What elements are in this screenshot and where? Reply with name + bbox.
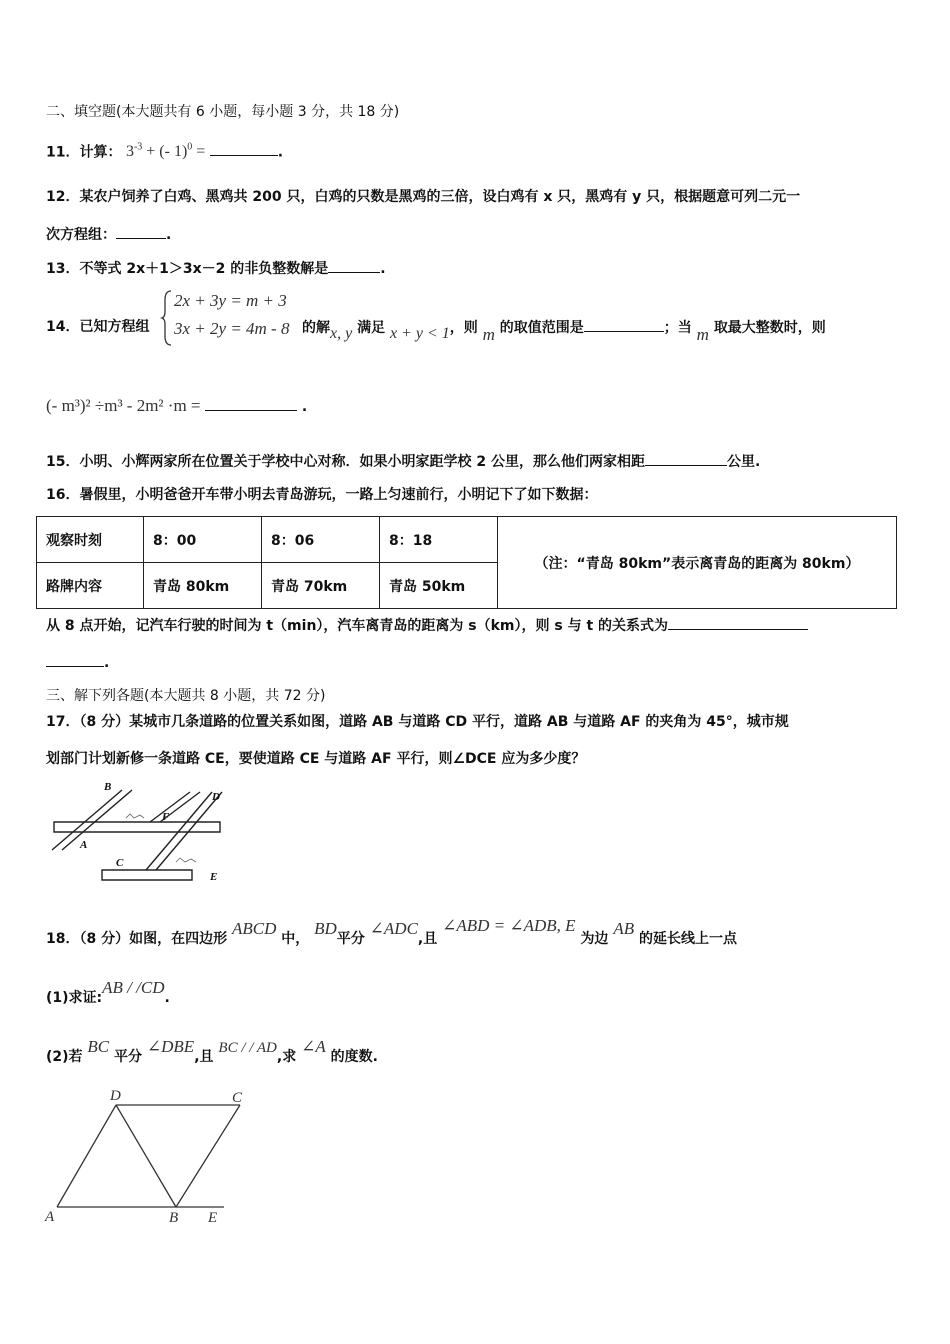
question-16-intro: 16．暑假里，小明爸爸开车带小明去青岛游玩，一路上匀速前行，小明记下了如下数据：	[46, 487, 598, 503]
q11-expression: $3^{-3}$ + (- 1)$^0$ =	[125, 142, 206, 161]
q17-label-B: B	[104, 781, 112, 793]
question-12-line2: 次方程组： .	[46, 224, 171, 245]
q16-answer-blank-1	[668, 615, 808, 630]
table-row	[37, 517, 897, 563]
q14-text-rest: 的解x, y 满足 x + y < 1，则 m 的取值范围是 ；当 m 取最大整数时，则	[302, 317, 826, 338]
q14-equation-2: 3x + 2y = 4m - 8	[174, 319, 290, 338]
q14-expression: (- m³)² ÷m³ - 2m² ·m =	[46, 396, 201, 415]
table-cell: 8：06	[262, 517, 380, 563]
table-cell: 8：00	[144, 517, 262, 563]
question-15: 15．小明、小辉两家所在位置关于学校中心对称．如果小明家距学校 2 公里，那么他们两家相距 公里.	[46, 451, 760, 472]
question-18: 18．（8 分）如图，在四边形 ABCD 中， BD平分 ∠ADC,且 ∠ABD = ∠ADB, E 为边 AB 的延长线上一点	[46, 916, 737, 947]
q11-answer-blank	[210, 141, 278, 156]
q17-label-D: D	[212, 791, 220, 803]
q18-label-A: A	[45, 1209, 55, 1225]
q14-expression-blank	[205, 396, 297, 411]
q17-road-figure	[40, 778, 230, 888]
q13-answer-blank	[328, 258, 380, 273]
q11-number: 11．计算：	[46, 144, 122, 161]
q18-label-D: D	[110, 1088, 121, 1104]
question-16-after-line2: .	[46, 652, 109, 673]
table-cell: 观察时刻	[37, 517, 144, 563]
question-16-after: 从 8 点开始，记汽车行驶的时间为 t（min），汽车离青岛的距离为 s（km），则 s 与 t 的关系式为	[46, 615, 808, 636]
question-18-part2: (2)若 BC 平分 ∠DBE,且 BC / / AD,求 ∠A 的度数.	[46, 1037, 378, 1065]
table-cell: 青岛 80km	[144, 563, 262, 609]
q14-equation-1: 2x + 3y = m + 3	[174, 291, 287, 310]
q18-label-E: E	[208, 1210, 218, 1226]
q14-system-brace	[162, 290, 172, 346]
q16-answer-blank-2	[46, 652, 104, 667]
question-11: 11．计算： $3^{-3}$ + (- 1)$^0$ = .	[46, 142, 284, 161]
q17-label-C: C	[116, 857, 124, 869]
q18-quadrilateral-figure	[40, 1085, 243, 1230]
q15-answer-blank	[645, 451, 727, 466]
section3-title: 三、解下列各题(本大题共 8 小题，共 72 分)	[46, 688, 326, 704]
question-13: 13．不等式 2x＋1＞3x－2 的非负整数解是 .	[46, 258, 386, 279]
q17-label-F: F	[162, 811, 170, 823]
section2-title: 二、填空题(本大题共有 6 小题，每小题 3 分，共 18 分)	[46, 104, 400, 120]
q14-number: 14．已知方程组	[46, 319, 150, 335]
table-cell: 8：18	[380, 517, 498, 563]
q14-range-blank	[584, 317, 664, 332]
q12-answer-blank	[116, 224, 166, 239]
q17-label-E: E	[210, 871, 218, 883]
table-cell: 青岛 70km	[262, 563, 380, 609]
table-cell: 青岛 50km	[380, 563, 498, 609]
q18-label-C: C	[232, 1090, 243, 1106]
table-cell: 路牌内容	[37, 563, 144, 609]
question-17-line2: 划部门计划新修一条道路 CE，要使道路 CE 与道路 AF 平行，则∠DCE 应为多少度？	[46, 751, 586, 767]
table-note: （注：“青岛 80km”表示离青岛的距离为 80km）	[498, 517, 897, 609]
q16-data-table	[36, 516, 897, 609]
q18-label-B: B	[169, 1210, 179, 1226]
q17-label-A: A	[80, 839, 88, 851]
question-17-line1: 17．（8 分）某城市几条道路的位置关系如图，道路 AB 与道路 CD 平行，道路 AB 与道路 AF 的夹角为 45°，城市规	[46, 714, 789, 730]
question-18-part1: (1)求证:AB / /CD.	[46, 978, 170, 1006]
question-12-line1: 12．某农户饲养了白鸡、黑鸡共 200 只，白鸡的只数是黑鸡的三倍，设白鸡有 x 只，黑鸡有 y 只，根据题意可列二元一	[46, 189, 801, 205]
q14-expression-line: (- m³)² ÷m³ - 2m² ·m = .	[46, 396, 308, 415]
